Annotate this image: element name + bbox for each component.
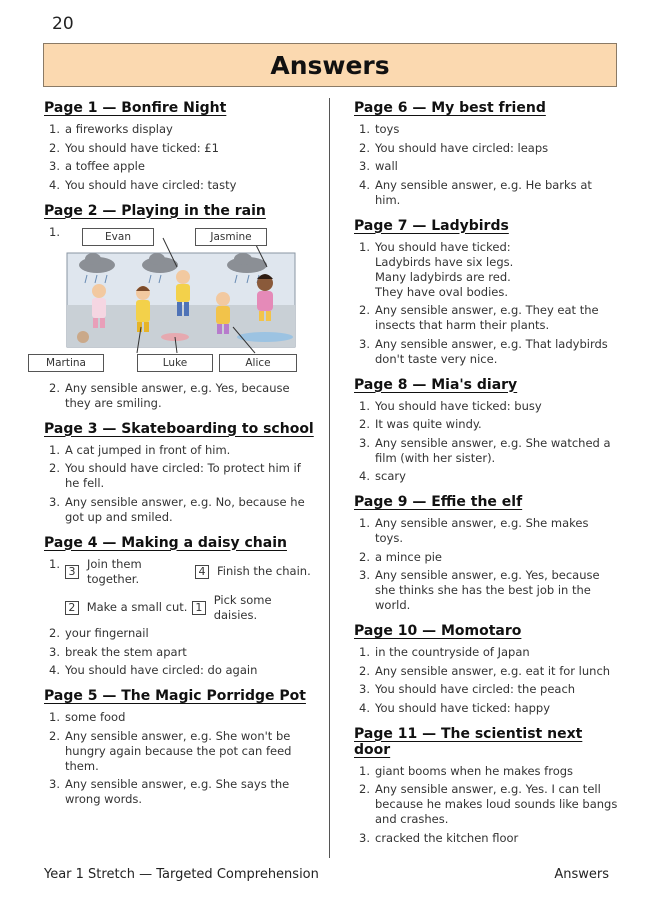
answer-line: Ladybirds have six legs.: [375, 254, 514, 269]
order-row: [65, 557, 316, 587]
section-page-8: [354, 377, 620, 485]
list-item: 3. a toffee apple: [49, 159, 145, 173]
order-text: Finish the chain.: [217, 564, 311, 578]
list-item: 4. You should have circled: do again: [49, 663, 258, 677]
list-item: 3. wall: [359, 159, 398, 173]
list-item: 3. cracked the kitchen floor: [359, 830, 519, 845]
list-item: 2. your fingernail: [49, 626, 149, 640]
list-item: 3. You should have circled: the peach: [359, 682, 576, 696]
left-column: [44, 100, 316, 817]
list-item: 3. Any sensible answer, e.g. Yes, because she thinks she has the best job in the world.: [359, 568, 600, 612]
answer-list: [354, 240, 620, 367]
section-page-9: [354, 494, 620, 613]
list-item: 2. Any sensible answer, e.g. She won't be hungry again because the pot can feed them.: [49, 728, 292, 773]
list-item: 1. Evan Jasmine Martina Luke Alice: [44, 225, 316, 375]
order-box: 4: [195, 565, 209, 579]
footer-book-title: Year 1 Stretch — Targeted Comprehension: [44, 867, 319, 882]
label-martina: Martina: [28, 354, 104, 372]
list-item: 1. in the countryside of Japan: [359, 645, 530, 659]
right-column: [354, 100, 620, 856]
order-row: [65, 593, 316, 623]
list-item: 3. Any sensible answer, e.g. No, because he got up and smiled.: [49, 494, 305, 524]
list-item: 2. You should have circled: leaps: [359, 140, 549, 155]
order-text: Make a small cut.: [86, 600, 188, 614]
section-heading: Page 5 — The Magic Porridge Pot: [44, 688, 306, 704]
answer-list: [44, 443, 316, 525]
footer-section-name: Answers: [554, 867, 609, 882]
order-text: Join them together.: [87, 556, 142, 586]
section-heading: Page 9 — Effie the elf: [354, 494, 523, 510]
label-evan: Evan: [82, 228, 154, 246]
list-item: 2. Any sensible answer, e.g. eat it for lunch: [359, 663, 611, 678]
section-page-1: [44, 100, 316, 193]
list-item: 3. Any sensible answer, e.g. She says the wrong words.: [49, 777, 290, 806]
list-item: 1. giant booms when he makes frogs: [359, 763, 574, 778]
list-item: 1. You should have ticked: Ladybirds have six legs. Many ladybirds are red. They have oval bodies.: [354, 240, 620, 300]
section-heading: Page 2 — Playing in the rain: [44, 202, 266, 219]
order-box: 3: [65, 565, 79, 579]
section-heading: Page 3 — Skateboarding to school: [44, 420, 314, 437]
list-item: 2. Any sensible answer, e.g. Yes, because they are smiling.: [49, 380, 290, 410]
answer-list: [354, 516, 620, 613]
section-heading: Page 8 — Mia's diary: [354, 376, 518, 393]
list-item: 3. Any sensible answer, e.g. She watched a film (with her sister).: [359, 435, 611, 465]
label-jasmine: Jasmine: [195, 228, 267, 246]
list-item: 1. toys: [359, 122, 400, 136]
section-page-7: [354, 218, 620, 367]
list-item: 1. You should have ticked: busy: [359, 398, 542, 413]
list-item: 1. some food: [49, 710, 126, 724]
list-item: 2. Any sensible answer, e.g. Yes. I can tell because he makes loud sounds like bangs and crashes.: [359, 782, 618, 826]
list-item: 4. Any sensible answer, e.g. He barks at him.: [359, 177, 592, 207]
list-item: 4. You should have circled: tasty: [49, 177, 237, 192]
section-heading: Page 1 — Bonfire Night: [44, 100, 227, 116]
section-heading: Page 7 — Ladybirds: [354, 217, 509, 234]
list-item: 4. scary: [359, 469, 406, 483]
list-item: 2. It was quite windy.: [359, 417, 482, 431]
answer-list: [354, 399, 620, 485]
answer-list: [354, 645, 620, 716]
list-item: 2. Any sensible answer, e.g. They eat the insects that harm their plants.: [359, 303, 599, 332]
section-page-5: [44, 688, 316, 807]
answer-list: [44, 122, 316, 193]
answer-list: [354, 764, 620, 846]
banner-title: Answers: [270, 50, 390, 80]
list-item: 1. Any sensible answer, e.g. She makes toys.: [359, 516, 589, 545]
section-heading: Page 11 — The scientist next door: [354, 725, 583, 758]
section-heading: Page 6 — My best friend: [354, 100, 546, 116]
order-box: 1: [192, 601, 206, 615]
rain-illustration: [46, 225, 315, 375]
section-page-2: [44, 203, 316, 411]
list-item: 2. You should have circled: To protect him if he fell.: [49, 461, 301, 490]
page-number: 20: [52, 14, 74, 34]
label-alice: Alice: [219, 354, 297, 372]
answer-line: They have oval bodies.: [375, 284, 509, 299]
order-text: Pick some daisies.: [213, 592, 272, 622]
column-divider: [329, 98, 330, 858]
rain-scene-image: [65, 225, 315, 375]
section-heading: Page 10 — Momotaro: [354, 623, 522, 639]
order-box: 2: [65, 601, 79, 615]
answers-banner: [43, 43, 617, 87]
answer-line: Many ladybirds are red.: [375, 269, 511, 284]
answer-list: [44, 225, 316, 411]
answer-list: [44, 557, 316, 679]
section-heading: Page 4 — Making a daisy chain: [44, 534, 287, 551]
list-item: 1. a fireworks display: [49, 122, 173, 136]
section-page-11: [354, 726, 620, 846]
list-item: 3. break the stem apart: [49, 644, 187, 659]
list-item: 2. a mince pie: [359, 549, 443, 564]
label-luke: Luke: [137, 354, 213, 372]
list-item: 4. You should have ticked: happy: [359, 700, 551, 715]
section-page-4: [44, 535, 316, 679]
section-page-10: [354, 623, 620, 716]
list-item: 1. A cat jumped in front of him.: [49, 442, 231, 457]
answer-line: You should have ticked:: [375, 239, 511, 254]
list-item: 3. Any sensible answer, e.g. That ladybirds don't taste very nice.: [359, 336, 608, 366]
section-page-3: [44, 421, 316, 525]
list-item: 2. You should have ticked: £1: [49, 140, 219, 155]
answer-list: [44, 710, 316, 807]
answer-list: [354, 122, 620, 208]
section-page-6: [354, 100, 620, 208]
list-item: 1. 3 Join them together. 4 Finish the chain. 2 Make a small cut. 1 Pick some daisies.: [44, 557, 316, 623]
